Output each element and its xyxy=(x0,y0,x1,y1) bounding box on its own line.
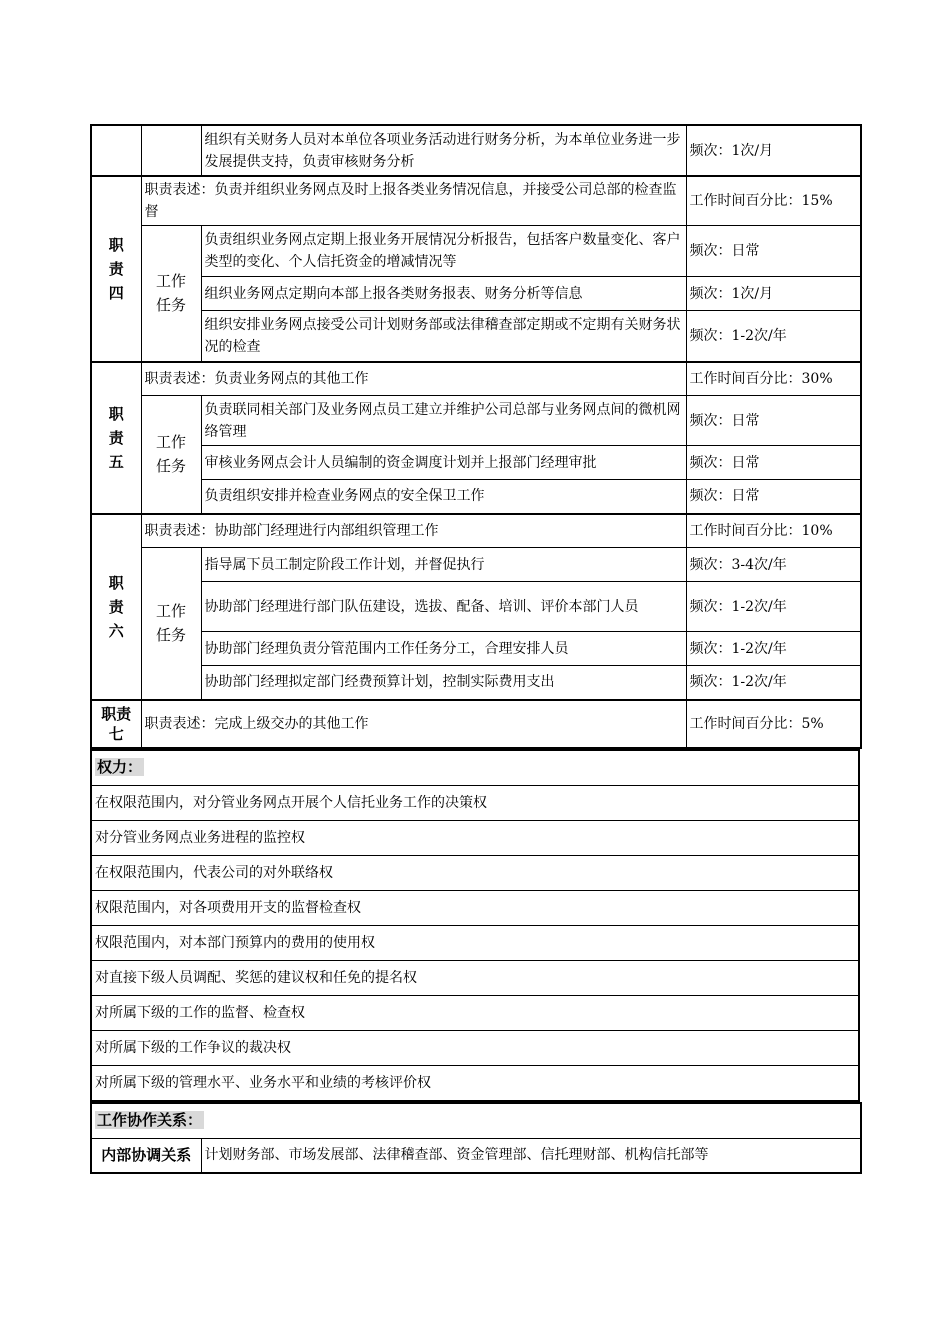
duty7-statement: 职责表述：完成上级交办的其他工作 xyxy=(141,700,686,748)
cooperation-heading: 工作协作关系： xyxy=(97,1111,203,1130)
duty5-task-3: 负责组织安排并检查业务网点的安全保卫工作 xyxy=(201,480,686,514)
duty6-label: 职 责 六 xyxy=(91,514,141,700)
power-item: 在权限范围内，对分管业务网点开展个人信托业务工作的决策权 xyxy=(91,785,859,820)
duty4-percent: 工作时间百分比：15% xyxy=(686,176,861,226)
power-item: 在权限范围内，代表公司的对外联络权 xyxy=(91,855,859,890)
duty5-label: 职 责 五 xyxy=(91,362,141,514)
duty5-statement: 职责表述：负责业务网点的其他工作 xyxy=(141,362,686,396)
duty6-task-4: 协助部门经理拟定部门经费预算计划，控制实际费用支出 xyxy=(201,666,686,700)
duty4-task-3: 组织安排业务网点接受公司计划财务部或法律稽查部定期或不定期有关财务状况的检查 xyxy=(201,311,686,362)
duty7-percent: 工作时间百分比：5% xyxy=(686,700,861,748)
power-item: 对所属下级的管理水平、业务水平和业绩的考核评价权 xyxy=(91,1065,859,1101)
duty4-statement: 职责表述：负责并组织业务网点及时上报各类业务情况信息，并接受公司总部的检查监督 xyxy=(141,176,686,226)
duty3-task-label-cell xyxy=(141,125,201,176)
duty6-task-2-freq: 频次：1-2次/年 xyxy=(686,582,861,632)
duty4-label: 职 责 四 xyxy=(91,176,141,362)
duty3-task-freq: 频次：1次/月 xyxy=(686,125,861,176)
duty6-task-4-freq: 频次：1-2次/年 xyxy=(686,666,861,700)
powers-heading: 权力： xyxy=(97,758,143,776)
duty6-percent: 工作时间百分比：10% xyxy=(686,514,861,548)
duty4-task-2-freq: 频次：1次/月 xyxy=(686,277,861,311)
internal-relations-value: 计划财务部、市场发展部、法律稽查部、资金管理部、信托理财部、机构信托部等 xyxy=(201,1139,861,1173)
duty7-label: 职责 七 xyxy=(91,700,141,748)
duty3-label-cell xyxy=(91,125,141,176)
power-item: 权限范围内，对本部门预算内的费用的使用权 xyxy=(91,925,859,960)
duty5-task-label: 工作 任务 xyxy=(141,396,201,514)
duty4-task-label: 工作 任务 xyxy=(141,226,201,362)
job-description-table xyxy=(90,124,860,1174)
duty4-task-1-freq: 频次：日常 xyxy=(686,226,861,277)
power-item: 对直接下级人员调配、奖惩的建议权和任免的提名权 xyxy=(91,960,859,995)
duty6-task-1: 指导属下员工制定阶段工作计划，并督促执行 xyxy=(201,548,686,582)
cooperation-heading-cell xyxy=(91,1103,861,1139)
duty5-percent: 工作时间百分比：30% xyxy=(686,362,861,396)
powers-heading-cell xyxy=(91,750,859,786)
duty6-task-3-freq: 频次：1-2次/年 xyxy=(686,632,861,666)
duty3-task: 组织有关财务人员对本单位各项业务活动进行财务分析，为本单位业务进一步发展提供支持，负责审核财务分析 xyxy=(201,125,686,176)
cooperation-table xyxy=(90,1102,862,1174)
duty5-task-2: 审核业务网点会计人员编制的资金调度计划并上报部门经理审批 xyxy=(201,446,686,480)
duty5-task-1: 负责联同相关部门及业务网点员工建立并维护公司总部与业务网点间的微机网络管理 xyxy=(201,396,686,446)
duty6-statement: 职责表述：协助部门经理进行内部组织管理工作 xyxy=(141,514,686,548)
duty4-task-2: 组织业务网点定期向本部上报各类财务报表、财务分析等信息 xyxy=(201,277,686,311)
duty6-task-3: 协助部门经理负责分管范围内工作任务分工，合理安排人员 xyxy=(201,632,686,666)
duty6-task-2: 协助部门经理进行部门队伍建设，选拔、配备、培训、评价本部门人员 xyxy=(201,582,686,632)
power-item: 权限范围内，对各项费用开支的监督检查权 xyxy=(91,890,859,925)
power-item: 对分管业务网点业务进程的监控权 xyxy=(91,820,859,855)
duty4-task-1: 负责组织业务网点定期上报业务开展情况分析报告，包括客户数量变化、客户类型的变化、个人信托资金的增减情况等 xyxy=(201,226,686,277)
duty4-task-3-freq: 频次：1-2次/年 xyxy=(686,311,861,362)
duty5-task-3-freq: 频次：日常 xyxy=(686,480,861,514)
power-item: 对所属下级的工作争议的裁决权 xyxy=(91,1030,859,1065)
duty6-task-label: 工作 任务 xyxy=(141,548,201,700)
duty5-task-1-freq: 频次：日常 xyxy=(686,396,861,446)
duty5-task-2-freq: 频次：日常 xyxy=(686,446,861,480)
powers-table xyxy=(90,749,860,1102)
power-item: 对所属下级的工作的监督、检查权 xyxy=(91,995,859,1030)
internal-relations-label: 内部协调关系 xyxy=(91,1139,201,1173)
duty6-task-1-freq: 频次：3-4次/年 xyxy=(686,548,861,582)
